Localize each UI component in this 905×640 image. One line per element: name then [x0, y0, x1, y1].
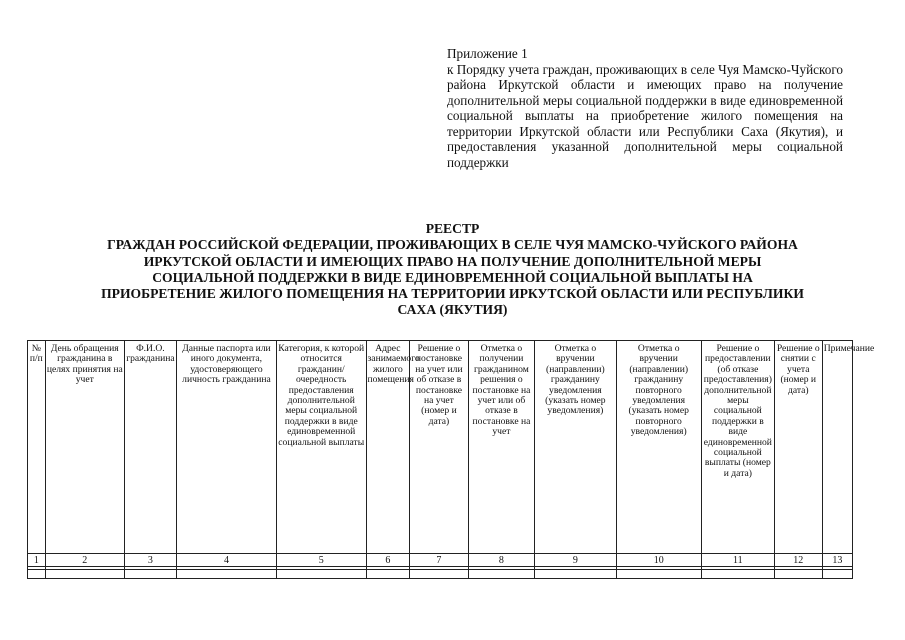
- column-number: 1: [28, 554, 46, 567]
- column-number: 5: [276, 554, 366, 567]
- register-title-line: САХА (ЯКУТИЯ): [397, 302, 508, 318]
- column-header: Отметка о вручении (направлении) гражданину повторного уведомления (указать номер повторного уведомления): [616, 341, 701, 554]
- column-number: 3: [124, 554, 176, 567]
- appendix-title: Приложение 1: [447, 46, 528, 61]
- column-header: Адрес занимаемого жилого помещения: [366, 341, 410, 554]
- table-cell: [701, 570, 774, 579]
- column-header: Отметка о получении гражданином решения о постановке на учет или об отказе в постановке на учет: [468, 341, 535, 554]
- column-header: Данные паспорта или иного документа, удостоверяющего личность гражданина: [176, 341, 276, 554]
- register-title-line: ПРИОБРЕТЕНИЕ ЖИЛОГО ПОМЕЩЕНИЯ НА ТЕРРИТОРИИ ИРКУТСКОЙ ОБЛАСТИ ИЛИ РЕСПУБЛИКИ: [101, 286, 804, 302]
- table-cell: [535, 570, 616, 579]
- column-number-row: [28, 554, 853, 567]
- column-header: Решение о снятии с учета (номер и дата): [774, 341, 822, 554]
- column-number: 12: [774, 554, 822, 567]
- appendix-text: к Порядку учета граждан, проживающих в селе Чуя Мамско-Чуйского района Иркутской области и имеющих право на получение дополнительной меры социальной поддержки в виде единовременной социальной выплаты на приобретение жилого помещения на территории Иркутской области или Республики Саха (Якутия), и предоставления указанной дополнительной меры социальной поддержки: [447, 61, 843, 170]
- column-number: 9: [535, 554, 616, 567]
- register-title-line: ИРКУТСКОЙ ОБЛАСТИ И ИМЕЮЩИХ ПРАВО НА ПОЛУЧЕНИЕ ДОПОЛНИТЕЛЬНОЙ МЕРЫ: [143, 253, 762, 269]
- table-cell: [124, 570, 176, 579]
- table-header-row: [28, 341, 853, 554]
- table-row: [28, 570, 853, 579]
- column-number: 11: [701, 554, 774, 567]
- table-cell: [28, 570, 46, 579]
- register-title: [40, 221, 865, 319]
- table-cell: [774, 570, 822, 579]
- column-header: День обращения гражданина в целях принятия на учет: [45, 341, 124, 554]
- register-table: [27, 340, 875, 579]
- column-number: 13: [822, 554, 852, 567]
- appendix-block: [447, 46, 843, 170]
- table-cell: [616, 570, 701, 579]
- column-header: № п/п: [28, 341, 46, 554]
- column-number: 2: [45, 554, 124, 567]
- column-header: Решение о предоставлении (об отказе предоставления) дополнительной меры социальной поддержки в виде единовременной социальной выплаты (номер и дата): [701, 341, 774, 554]
- column-number: 4: [176, 554, 276, 567]
- table-cell: [822, 570, 852, 579]
- table-cell: [468, 570, 535, 579]
- table-cell: [176, 570, 276, 579]
- register-title-line: ГРАЖДАН РОССИЙСКОЙ ФЕДЕРАЦИИ, ПРОЖИВАЮЩИХ В СЕЛЕ ЧУЯ МАМСКО-ЧУЙСКОГО РАЙОНА: [107, 237, 798, 253]
- column-header: Категория, к которой относится гражданин/ очередность предоставления дополнительной меры социальной поддержки в виде единовременной социальной выплаты: [276, 341, 366, 554]
- column-number: 10: [616, 554, 701, 567]
- table-cell: [366, 570, 410, 579]
- table-cell: [410, 570, 468, 579]
- register-title-line: РЕЕСТР: [425, 221, 480, 236]
- column-header: Решение о постановке на учет или об отказе в постановке на учет (номер и дата): [410, 341, 468, 554]
- column-header: Ф.И.О. гражданина: [124, 341, 176, 554]
- column-number: 6: [366, 554, 410, 567]
- table-cell: [45, 570, 124, 579]
- column-header: Примечание: [822, 341, 852, 554]
- table-cell: [276, 570, 366, 579]
- register-title-line: СОЦИАЛЬНОЙ ПОДДЕРЖКИ В ВИДЕ ЕДИНОВРЕМЕННОЙ СОЦИАЛЬНОЙ ВЫПЛАТЫ НА: [152, 269, 753, 285]
- column-number: 7: [410, 554, 468, 567]
- column-header: Отметка о вручении (направлении) гражданину уведомления (указать номер уведомления): [535, 341, 616, 554]
- column-number: 8: [468, 554, 535, 567]
